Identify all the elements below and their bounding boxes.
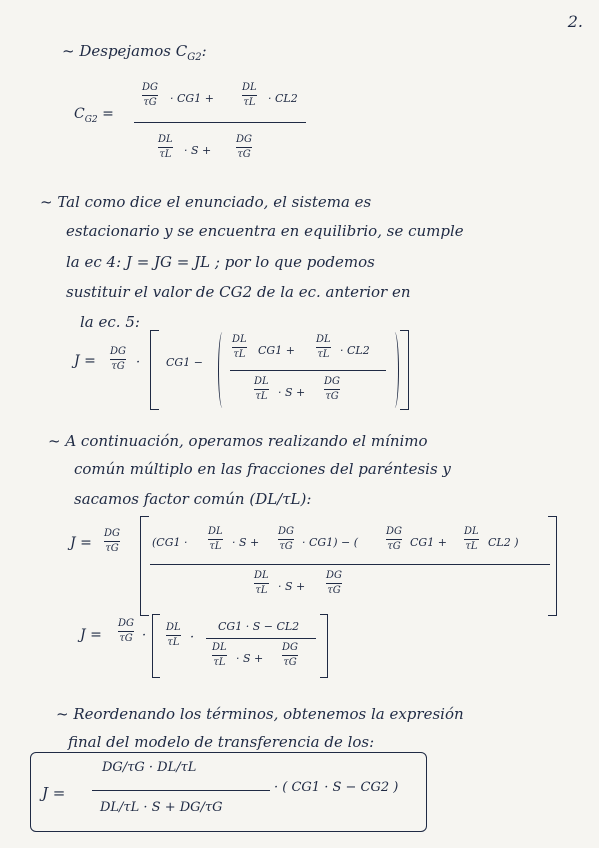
eq1-df1-d: τL bbox=[159, 149, 172, 160]
eq2-in-n1-n: DL bbox=[232, 334, 247, 345]
eq4-d1: · S + bbox=[236, 652, 264, 665]
eq3-b-f1-n: DG bbox=[386, 526, 403, 537]
s1-sub: G2 bbox=[187, 52, 202, 63]
eq4-d-f1-n: DL bbox=[212, 642, 227, 653]
eq2-f1-d: τG bbox=[111, 361, 125, 372]
eq1-main-bar bbox=[134, 122, 306, 123]
eq4-d-f2-n: DG bbox=[282, 642, 299, 653]
eq4-dot2: · bbox=[190, 630, 195, 645]
s1-colon: : bbox=[201, 42, 207, 60]
eq2-lhs: J = bbox=[74, 353, 96, 369]
eq4-num: CG1 · S − CL2 bbox=[218, 620, 300, 633]
eq5-num: DG/τG · DL/τL bbox=[102, 760, 197, 775]
eq3-f1-d: τG bbox=[105, 543, 119, 554]
eq4-d-f2 bbox=[282, 642, 298, 669]
eq4-main-bar bbox=[206, 638, 316, 639]
eq3-a1: (CG1 · bbox=[152, 536, 188, 549]
eq5-tail: · ( CG1 · S − CG2 ) bbox=[274, 780, 399, 795]
eq3-main-bar bbox=[150, 564, 550, 565]
eq1-num-t1: · CG1 + bbox=[170, 92, 214, 105]
p2-line2: estacionario y se encuentra en equilibrio, se cumple bbox=[66, 222, 464, 240]
eq2-in-d1-n: DL bbox=[254, 376, 269, 387]
eq2-in-d2-d: τG bbox=[325, 391, 339, 402]
eq2-left-paren bbox=[218, 332, 229, 408]
eq3-f1-n: DG bbox=[104, 528, 121, 539]
eq2-in-n2 bbox=[316, 334, 331, 361]
eq3-left-bracket bbox=[140, 516, 149, 616]
eq3-right-bracket bbox=[548, 516, 557, 616]
eq1-df2-d: τG bbox=[237, 149, 251, 160]
eq2-in-dt: · S + bbox=[278, 386, 306, 399]
eq3-a-f1 bbox=[208, 526, 223, 553]
eq2-dot: · bbox=[136, 355, 141, 370]
eq3-a-f1-n: DL bbox=[208, 526, 223, 537]
eq3-d-f2 bbox=[326, 570, 342, 597]
p2-line1: ~ Tal como dice el enunciado, el sistema es bbox=[40, 193, 372, 211]
eq4-d-f1-d: τL bbox=[213, 657, 226, 668]
eq3-a-f2-n: DG bbox=[278, 526, 295, 537]
eq3-a-f2-d: τG bbox=[279, 541, 293, 552]
p3-line3: sacamos factor común (DL/τL): bbox=[74, 490, 312, 508]
eq3-b1: CG1 + bbox=[410, 536, 447, 549]
eq3-a-f1-d: τL bbox=[209, 541, 222, 552]
eq3-a3: · CG1) − ( bbox=[302, 536, 358, 549]
eq2-in-d2-n: DG bbox=[324, 376, 341, 387]
p3-line1: ~ A continuación, operamos realizando el mínimo bbox=[48, 432, 428, 450]
eq4-f1-d: τG bbox=[119, 633, 133, 644]
eq3-b-f2-d: τL bbox=[465, 541, 478, 552]
eq3-b-f1-d: τG bbox=[387, 541, 401, 552]
eq1-nf2-d: τL bbox=[243, 97, 256, 108]
eq3-d-f1 bbox=[254, 570, 269, 597]
eq2-f1-n: DG bbox=[110, 346, 127, 357]
eq2-cg1: CG1 − bbox=[166, 356, 203, 369]
eq1-df1-n: DL bbox=[158, 134, 173, 145]
eq1-lhs-sub: G2 bbox=[84, 114, 98, 125]
eq2-in-d1 bbox=[254, 376, 269, 403]
eq3-d-f1-n: DL bbox=[254, 570, 269, 581]
p4-line1: ~ Reordenando los términos, obtenemos la expresión bbox=[56, 705, 464, 723]
eq1-den-frac2 bbox=[236, 134, 252, 161]
eq1-nf1-n: DG bbox=[142, 82, 159, 93]
eq2-inner-bar bbox=[230, 370, 386, 371]
eq4-f1-n: DG bbox=[118, 618, 135, 629]
eq2-in-t1: CG1 + bbox=[258, 344, 295, 357]
eq2-in-t2: · CL2 bbox=[340, 344, 370, 357]
eq3-a2: · S + bbox=[232, 536, 260, 549]
eq1-eq: = bbox=[102, 106, 114, 122]
eq2-in-n2-d: τL bbox=[317, 349, 330, 360]
eq3-b2: CL2 ) bbox=[488, 536, 519, 549]
eq4-d-f1 bbox=[212, 642, 227, 669]
p3-line2: común múltiplo en las fracciones del paréntesis y bbox=[74, 460, 451, 478]
intro-despejamos bbox=[62, 42, 207, 63]
eq2-right-bracket bbox=[400, 330, 409, 410]
eq3-lhs: J = bbox=[70, 535, 92, 551]
eq4-f2-n: DL bbox=[166, 622, 181, 633]
eq1-den-t1: · S + bbox=[184, 144, 212, 157]
page-number: 2. bbox=[567, 12, 583, 31]
eq2-in-n1 bbox=[232, 334, 247, 361]
eq3-d-f1-d: τL bbox=[255, 585, 268, 596]
eq4-left-bracket bbox=[152, 614, 160, 678]
eq5-main-bar bbox=[92, 790, 270, 791]
eq2-in-d1-d: τL bbox=[255, 391, 268, 402]
p2-line3: la ec 4: J = JG = JL ; por lo que podemos bbox=[66, 253, 375, 271]
eq1-num-frac2 bbox=[242, 82, 257, 109]
eq4-frac1 bbox=[118, 618, 134, 645]
eq3-b-f2-n: DL bbox=[464, 526, 479, 537]
p4-line2: final del modelo de transferencia de los: bbox=[68, 733, 375, 751]
eq4-d-f2-d: τG bbox=[283, 657, 297, 668]
eq2-left-bracket bbox=[150, 330, 159, 410]
eq2-in-d2 bbox=[324, 376, 340, 403]
eq3-d1: · S + bbox=[278, 580, 306, 593]
eq3-frac1 bbox=[104, 528, 120, 555]
eq1-lhs-c: C bbox=[74, 106, 85, 122]
eq3-d-f2-n: DG bbox=[326, 570, 343, 581]
eq4-lhs: J = bbox=[80, 627, 102, 643]
eq4-right-bracket bbox=[320, 614, 328, 678]
eq1-num-t2: · CL2 bbox=[268, 92, 298, 105]
eq2-in-n1-d: τL bbox=[233, 349, 246, 360]
eq1-nf1-d: τG bbox=[143, 97, 157, 108]
eq3-b-f2 bbox=[464, 526, 479, 553]
eq1-lhs bbox=[74, 106, 114, 125]
eq5-lhs: J = bbox=[42, 784, 66, 802]
eq1-df2-n: DG bbox=[236, 134, 253, 145]
eq1-den-frac1 bbox=[158, 134, 173, 161]
eq4-frac2 bbox=[166, 622, 181, 649]
eq5-den: DL/τL · S + DG/τG bbox=[100, 800, 223, 815]
eq2-in-n2-n: DL bbox=[316, 334, 331, 345]
eq4-dot: · bbox=[142, 628, 147, 643]
eq4-f2-d: τL bbox=[167, 637, 180, 648]
eq3-b-f1 bbox=[386, 526, 402, 553]
eq2-right-paren bbox=[388, 332, 399, 408]
p2-line4: sustituir el valor de CG2 de la ec. anterior en bbox=[66, 283, 411, 301]
s1-text: ~ Despejamos C bbox=[62, 42, 188, 60]
eq1-num-frac1 bbox=[142, 82, 158, 109]
eq3-d-f2-d: τG bbox=[327, 585, 341, 596]
eq2-frac1 bbox=[110, 346, 126, 373]
p2-line5: la ec. 5: bbox=[80, 313, 140, 331]
eq3-a-f2 bbox=[278, 526, 294, 553]
eq1-nf2-n: DL bbox=[242, 82, 257, 93]
